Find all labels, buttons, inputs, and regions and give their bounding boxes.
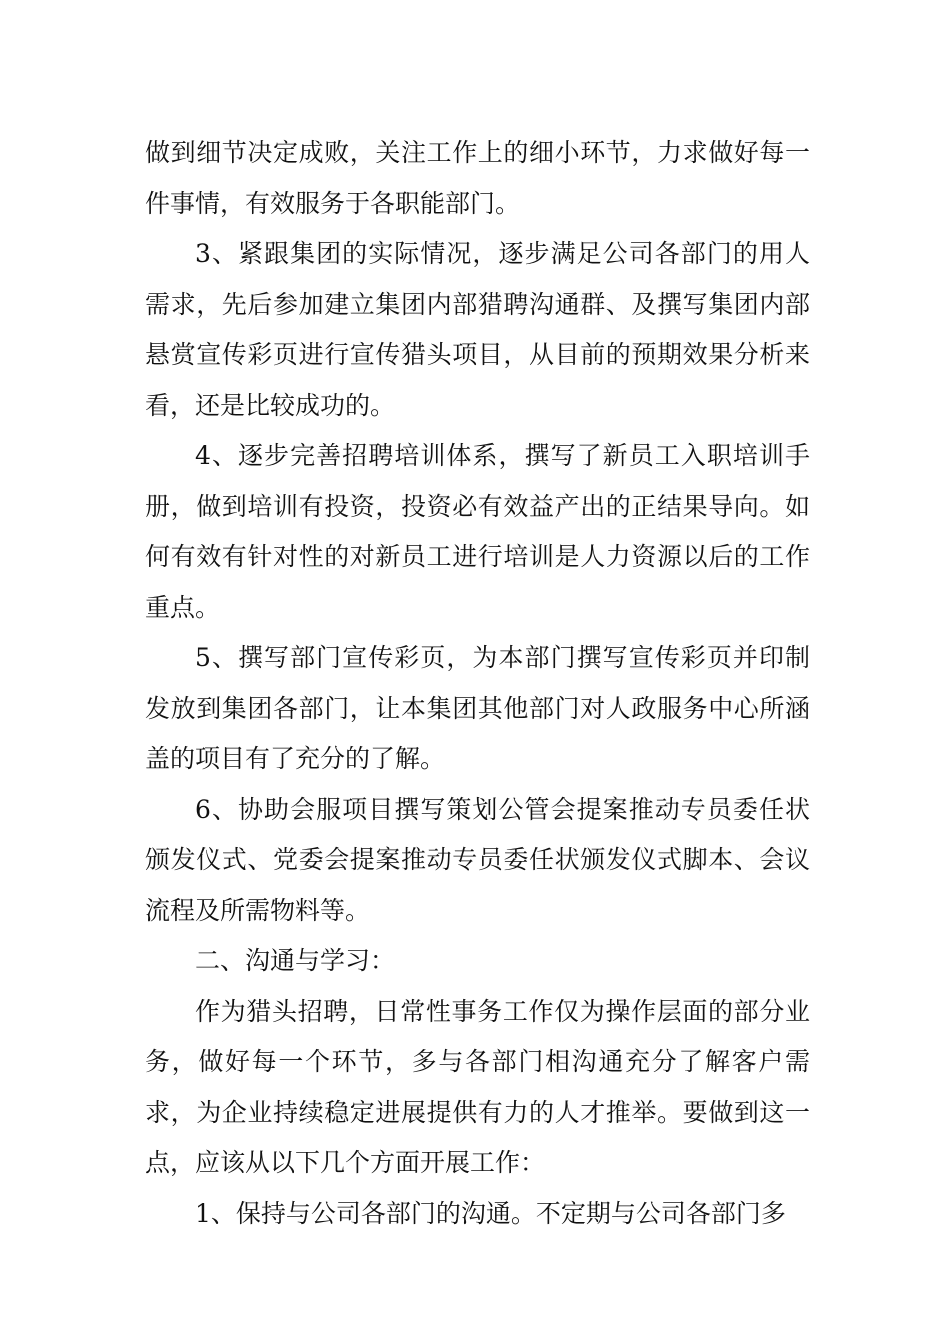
paragraph-continuation: 做到细节决定成败，关注工作上的细小环节，力求做好每一件事情，有效服务于各职能部门。 [145,138,810,218]
paragraph-intro: 作为猎头招聘，日常性事务工作仅为操作层面的部分业务，做好每一个环节，多与各部门相沟通充分了解客户需求，为企业持续稳定进展提供有力的人才推举。要做到这一点，应该从以下几个方面开展工作： [145,996,810,1177]
paragraph-item-4: 4、逐步完善招聘培训体系，撰写了新员工入职培训手册，做到培训有投资，投资必有效益产出的正结果导向。如何有效有针对性的对新员工进行培训是人力资源以后的工作重点。 [145,441,810,622]
paragraph-item-1: 1、保持与公司各部门的沟通。不定期与公司各部门多 [195,1198,786,1228]
document-body [145,128,810,1239]
paragraph-item-6: 6、协助会服项目撰写策划公管会提案推动专员委任状颁发仪式、党委会提案推动专员委任状颁发仪式脚本、会议流程及所需物料等。 [145,794,810,925]
section-heading: 二、沟通与学习： [195,946,396,975]
paragraph-item-5: 5、撰写部门宣传彩页，为本部门撰写宣传彩页并印制发放到集团各部门，让本集团其他部门对人政服务中心所涵盖的项目有了充分的了解。 [145,643,810,773]
paragraph-item-3: 3、紧跟集团的实际情况，逐步满足公司各部门的用人需求，先后参加建立集团内部猎聘沟通群、及撰写集团内部悬赏宣传彩页进行宣传猎头项目，从目前的预期效果分析来看，还是比较成功的。 [145,239,810,420]
